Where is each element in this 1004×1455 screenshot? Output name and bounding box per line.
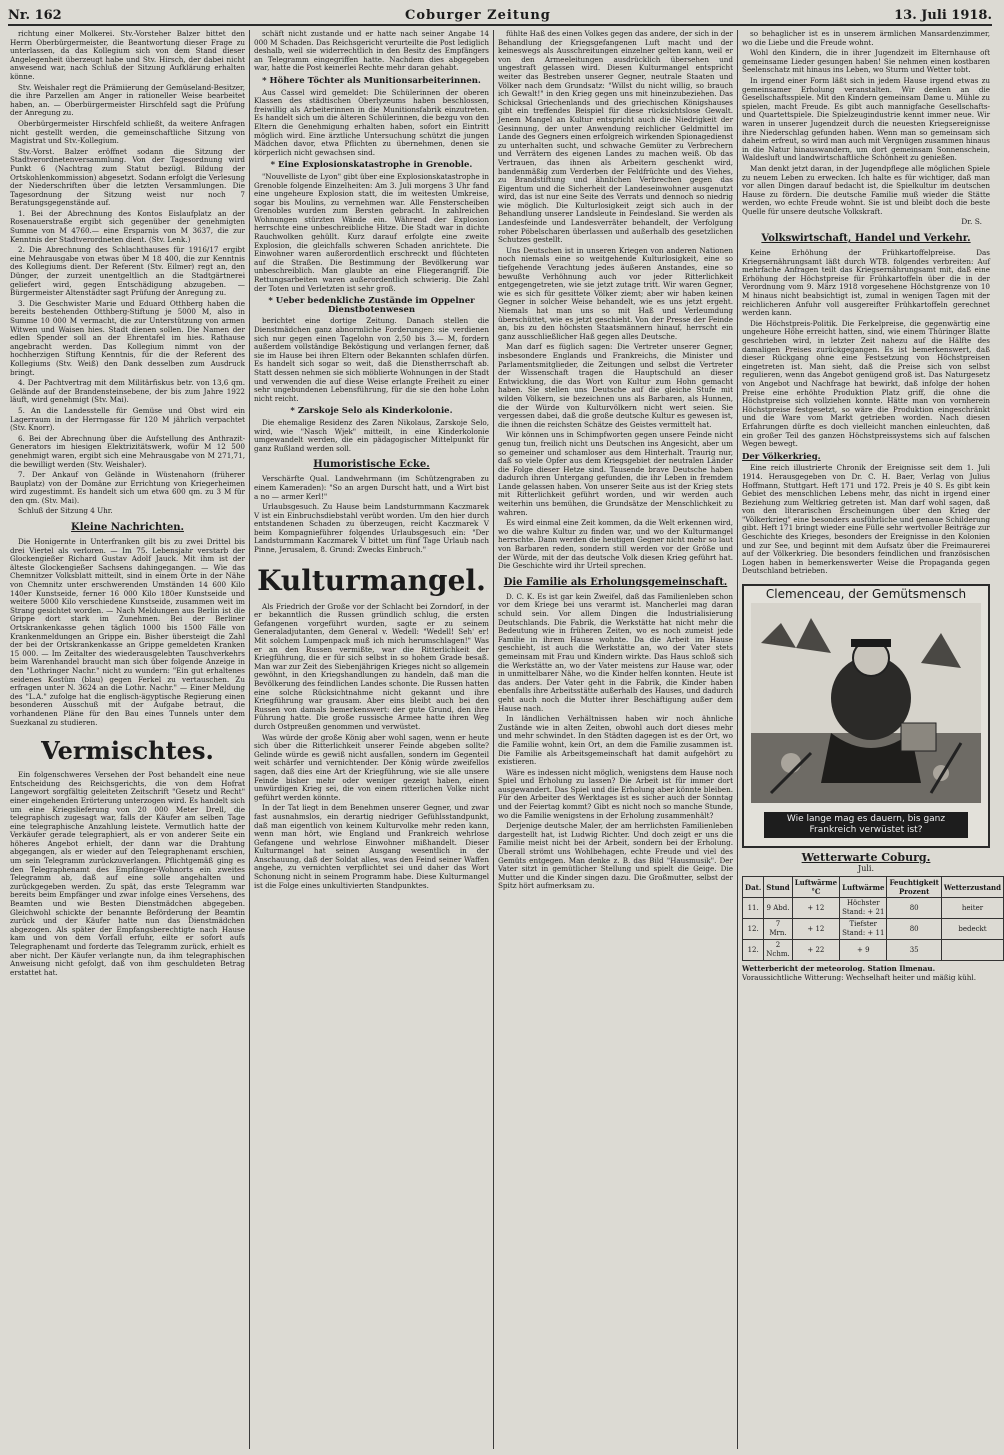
column-divider (249, 30, 250, 1449)
paragraph: so behaglicher ist es in unserem ärmlichen Mansardenzimmer, wo die Liebe und die Freude wohnt. (742, 29, 990, 47)
column-3 (498, 30, 733, 1449)
weather-column-header: Wetterzustand (941, 877, 1003, 898)
paragraph: Die ehemalige Residenz des Zaren Nikolaus, Zarskoje Selo, wird, wie "Nasch Wjek" mitteilt, in eine Kinderkolonie umgewandelt werden, die ein pädagogischer Mittelpunkt für ganz Rußland werden soll. (254, 417, 489, 453)
oppelner-heading: * Ueber bedenkliche Zustände im Oppelner Dienstbotenwesen (268, 296, 475, 315)
paragraph: 1. Bei der Abrechnung des Kontos Eislaufplatz an der Rosenauerstraße ergibt sich gegenüber der genehmigten Summe von M 4760.— eine Ersparnis von M 3637, die zur Kenntnis der Stadtverordneten dient. (Stv. Lenk.) (10, 208, 245, 244)
paragraph: Wohl den Kindern, die in ihrer Jugendzeit im Elternhause oft gemeinsame Lieder gesungen haben! Sie nehmen einen kostbaren Seelenschatz mit hinaus ins Leben, wo Sturm und Wetter tobt. (742, 48, 990, 75)
explosion-heading: * Eine Explosionskatastrophe in Grenoble. (270, 160, 473, 171)
newspaper-title: Coburger Zeitung (405, 7, 551, 23)
table-row (743, 940, 1004, 961)
paragraph: Derjenige deutsche Maler, der am herrlichsten Familienleben dargestellt hat, ist Ludwig Richter. Und doch zeigt er uns die Familie meist nicht bei der Arbeit, sondern bei der Erholung. Überall strömt uns Wohlbehagen, echte Freude und viel des Gemüts entgegen. Man denke z. B. das Bild "Hausmusik". Der Vater sitzt in gemütlicher Stellung und spielt die Geige. Die Mutter und die Kinder singen dazu. Die Großmutter, selbst der Spitz hört aufmerksam zu. (498, 821, 733, 891)
post-article (254, 30, 489, 73)
column-1 (10, 30, 245, 1449)
masthead (8, 6, 992, 26)
table-cell: + 9 (840, 940, 887, 961)
familie-body (498, 593, 733, 891)
weather-column-header: Luftwärme (840, 877, 887, 898)
weather-month: Juli. (857, 863, 875, 873)
cartoon-illustration-icon (751, 603, 981, 803)
paragraph: Als Friedrich der Große vor der Schlacht bei Zorndorf, in der er bekanntlich die Russen gründlich schlug, die ersten Gefangenen vorgeführt wurden, sagte er zu seinem Generaladjutanten, dem General v. Wedell: "Wedell! Seh' er! Mit solchem Lumpenpack muß ich mich herumschlagen!" Was er an den Russen vermißte, war die Ritterlichkeit der Kriegführung, die er für sich selbst in so hohem Grade besaß. Man war zur Zeit des Siebenjährigen Krieges nicht so allgemein gewöhnt, in den Kriegshandlungen zu handeln, daß man die Bevölkerung des feindlichen Landes schonte. Die Russen hatten eine solche Rücksichtnahme nicht gekannt und ihre Kriegführung war grausam. Aber eins bleibt auch bei den Russen von damals bemerkenswert: der gute Grund, den ihre Führung hatte. Die große russische Armee hatte ihren Weg durch Ostpreußen genommen und verwüstet. (254, 601, 489, 731)
hoehere-toechter-heading: * Höhere Töchter als Munitionsarbeiterinnen. (262, 75, 481, 86)
paragraph: 5. An die Landesstelle für Gemüse und Obst wird ein Lagerraum in der Herrngasse für 120 M jährlich verpachtet (Stv. Knorr). (10, 405, 245, 433)
issue-date: 13. Juli 1918. (894, 7, 992, 23)
column-2 (254, 30, 489, 1449)
column-4 (742, 29, 1002, 1449)
paragraph: Die Höchstpreis-Politik. Die Ferkelpreise, die gegenwärtig eine ungeheure Höhe erreicht hatten, sind, wie einem Thüringer Blatte geschrieben wird, in letzter Zeit nahezu auf die Hälfte des damaligen Preises zurückgegangen. Es ist bemerkenswert, daß dieser Rückgang ohne eine Festsetzung von Höchstpreisen eingetreten ist. Man sieht, daß die Preise sich von selbst regulieren, wenn das Angebot genügend groß ist. Das Naturgesetz von Angebot und Nachfrage hat bewirkt, daß infolge der hohen Preise eine erhöhte Produktion Platz griff, die ohne die Höchstpreise sich vollziehen konnte. Hätte man von vornherein Höchstpreise festgesetzt, so wäre die Produktion eingeschränkt und die Ware vom Markt getrieben worden. Nach diesen Erfahrungen dürfte es doch vielleicht manchen einleuchten, daß ein großer Teil des ganzen Höchstpreissystems sich auf falschen Wegen bewegt. (742, 318, 990, 449)
weather-table-header (743, 877, 1004, 898)
paragraph: Man darf es füglich sagen: Die Vertreter unserer Gegner, insbesondere Englands und Frankreichs, die Minister und Parlamentsmitglieder, die Zeitungen und selbst die Vertreter der Wissenschaft tragen die Hauptschuld an dieser Entwicklung, die das Wort von Kultur zum Hohn gemacht haben. Sie stellen uns Deutsche auf die gleiche Stufe mit wilden Völkern, sie bezeichnen uns als Barbaren, als Hunnen, die der Würde von Kulturvölkern nicht wert seien. Sie vergessen dabei, daß die große deutsche Kultur es gewesen ist, die ihnen die reichsten Schätze des Geistes vermittelt hat. (498, 342, 733, 429)
familie-heading: Die Familie als Erholungsgemeinschaft. (503, 576, 728, 588)
zarskoje-heading: * Zarskoje Selo als Kinderkolonie. (290, 406, 453, 417)
paragraph: In ländlichen Verhältnissen haben wir noch ähnliche Zustände wie in alten Zeiten, obwohl auch dort dieses mehr und mehr schwindet. In den Städten dagegen ist es der Ort, wo die Familie wohnt, kein Ort, an dem die Familie zusammen ist. Die Familie als Arbeitsgemeinschaft hat damit aufgehört zu existieren. (498, 714, 733, 767)
table-cell: heiter (941, 898, 1003, 919)
paragraph: Die Honigernte in Unterfranken gilt bis zu zwei Drittel bis drei Viertel als verloren. — Im 75. Lebensjahr verstarb der Glockengießer Richard Gustav Adolf Jauck. Mit ihm ist der älteste Glockengießer Sachsens dahingegangen. — Wie das Chemnitzer Volksblatt mitteilt, sind in einem Orte in der Nähe von Chemnitz unter erschwerenden Umständen 14 600 Kilo 140er Kunstseide, ferner 16 000 Kilo 180er Kunstseide und weitere 5000 Kilo verschiedene Kunstseide, zusammen weit im Strang gesichtet worden. — Nach Meldungen aus Berlin ist die Grippe dort stark im Zunehmen. Bei der Berliner Ortskrankenkasse gehen täglich 1000 bis 1500 Fälle von Krankenmeldungen an Grippe ein. Bisher übersteigt die Zahl der bei der Ortskrankenkasse an Grippe gemeldeten Kranken 15 000. — Im Zeitalter des wiederausgelebten Tauschverkehrs beim Warenhandel braucht man sich über folgende Anzeige in den "Lothringer Nachr." nicht zu wundern: "Ein gut erhaltenes seidenes Kostüm (blau) gegen Ferkel zu vertauschen. Zu erfragen unter N. 3624 an die Lothr. Nachr." — Einer Meldung des "L.A." zufolge hat die englisch-ägyptische Regierung einen besonderen Ausschuß mit der Aufgabe betraut, die vorhandenen Pläne für den Bau eines Tunnels unter dem Suezkanal zu studieren. (10, 537, 245, 727)
paragraph: Ein folgenschweres Versehen der Post behandelt eine neue Entscheidung des Reichsgerichts, die von dem Hofrat Langewort sorgfältig geleiteten Zeitschrift "Gesetz und Recht" einer eingehenden Erörterung unterzogen wird. Es handelt sich um eine Kriegslieferung von 20 000 Meter Drell, die telegraphisch zugesagt war, falls der Käufer am selben Tage eine telegraphische Anzahlung leistete. Vermutlich hatte der Verkäufer gerade telegraphiert, als er von anderer Seite ein höheres Angebot erhielt, der dann war die Drahtung abgegangen, als er wieder auf den Telegraphenamt erschien, um sein Telegramm zurückzuverlangen. Pflichtgemäß ging es den Telegraphenamt des Empfänger-Wohnorts ein zweites Telegramm ab, daß auf eine solle angehalten und zurückgegeben werden. Zu spät, das erste Telegramm war bereits beim Empfänger und zwar infolge eines Versehens, des Beamten und wie Besten Dienstmädchen abgegeben. Gleichwohl schickte der benannte Beförderung der Beamtin zurück und der Käufer hatte nun das Dienstmädchen abgezogen. Als später der Empfangsberechtigte nach Hause kam und von dem Vorfall erfuhr, eilte er sofort aufs Telegraphenamt und forderte das Telegramm zurück, erhielt es aber nicht. Der Käufer verlangte nun, da ihm telegraphischen Anweisung nicht gefolgt, daß von ihm geschuldeten Betrag erstattet hat. (10, 770, 245, 977)
paragraph: Verschärfte Qual. Landwehrmann (im Schützengraben zu einem Kameraden): "So an argen Durscht hatt, und a Wirt bist a no — armer Kerl!" (254, 474, 489, 501)
paragraph: richtung einer Molkerei. Stv.-Vorsteher Balzer bittet den Herrn Oberbürgermeister, die Beantwortung dieser Frage zu unterlassen, da das Kollegium sich von dem Stand dieser Angelegenheit überzeugt habe und Stv. Hirsch, der dabei nicht anwesend war, nach Schluß der Sitzung Aufklärung erhalten könne. (10, 29, 245, 81)
table-cell: 9 Abd. (764, 898, 792, 919)
paragraph: 7. Der Ankauf von Gelände in Wüstenahorn (früherer Bauplatz) von der Domäne zur Errichtung von Kriegerheimen wird zugestimmt. Es handelt sich um etwa 600 qm. zu 3 M für den qm. (Stv. Mai). (10, 470, 245, 505)
table-cell: 12. (743, 940, 764, 961)
hoehere-toechter-body (254, 89, 489, 158)
paragraph: berichtet eine dortige Zeitung. Danach stellen die Dienstmädchen ganz abnormliche Forderungen: sie verdienen sich nur gegen einen Tagelohn von 2,50 bis 3.— M, fordern außerdem vollständige Beköstigung und verlangen ferner, daß sie im Hause bei ihren Eltern oder Bekannten schlafen dürfen. Es handelt sich sogar so weit, daß die Dienstherrschaft ab. Statt dessen nehmen sie sich möblierte Wohnungen in der Stadt und verwenden die auf diese Weise erlangte Freiheit zu einer sehr ungebundenen Lebensführung, für die sie den hohe Lohn nicht reicht. (254, 316, 489, 403)
weather-column-header: Stund (764, 877, 792, 898)
zarskoje-body (254, 419, 489, 453)
cartoon-clemenceau (742, 584, 990, 848)
table-cell: bedeckt (941, 919, 1003, 940)
paragraph: 6. Bei der Abrechnung über die Aufstellung des Anthrazit-Generators im hiesigen Elektrizitätswerk, wofür M 12 500 genehmigt waren, ergibt sich eine Mehrausgabe von M 271,71, die bewilligt werden (Stv. Weishaler). (10, 433, 245, 469)
cartoon-title: Clemenceau, der Gemütsmensch (765, 587, 967, 602)
paragraph: fühlte Haß des einen Volkes gegen das andere, der sich in der Behandlung der Kriegsgefangenen Luft macht und der keineswegs als Ausschreitungen einzelner gelten kann, weil er von den Armeeleitungen ausdrücklich übersehen und ungestraft gelassen wird. Diesen Kulturmangel entspricht weiter das Bestreben unserer Gegner, neutrale Staaten und Völker nach dem Grundsatz: "Willst du nicht willig, so brauch ich Gewalt!" in den Krieg gegen uns mit hineinzubeziehen. Das Schicksal Griechenlands und des griechischen Königshauses gibt ein treffendes Beispiel für diese rücksichtslose Gewalt. Jenem Mangel an Kultur entspricht auch die Niedrigkeit der Gesinnung, der unter Anwendung reichlicher Geldmittel im Lande des Gegners einen erfolgreich wirkenden Spionagedienst zu unterhalten sucht, und schwache Gemüter zu Verbrechern und Verrätern des eigenen Landes zu machen weiß. Ob das Vertrauen, das ihnen als Arbeitern geschenkt wird, bandenmäßig zum Verderben der Feldfrüchte und des Viehes, zu Brandstiftung und ähnlichen Verbrechen gegen das Eigentum und die Sicherheit der Landeseinwohner ausgenutzt wird, das ist nur eine Seite des Verrats und dennoch so niedrig wie möglich. Die Kulturlosigkeit zeigt sich auch in der Behandlung unserer Landsleute in Feindesland. Sie werden als Landesfeinde und Landesverräter behandelt, der Verfolgung roher Pöbelscharen überlassen und außerhalb des gesetzlichen Schutzes gestellt. (498, 29, 733, 245)
weather-column-header: Dat. (743, 877, 764, 898)
paragraph: Es wird einmal eine Zeit kommen, da die Welt erkennen wird, wo die wahre Kultur zu finden war, und wo der Kulturmangel herrschte. Dann werden die heutigen Gegner nicht mehr so laut von Barbaren reden, sondern still werden vor der Größe und der Würde, mit der das deutsche Volk diesen Krieg geführt hat. Die Geschichte wird ihr Urteil sprechen. (498, 518, 733, 571)
table-row (743, 919, 1004, 940)
volkswirtschaft-heading: Volkswirtschaft, Handel und Verkehr. (761, 233, 971, 245)
table-cell: 7 Mrn. (764, 919, 792, 940)
paragraph: 2. Die Abrechnung des Schlachthauses für 1916/17 ergibt eine Mehrausgabe von etwas über M 18 400, die zur Kenntnis des Kollegiums dient. Der Referent (Stv. Eilmer) regt an, den Dünger, der zurzeit unentgeltlich an die Stadtgärtnerei geliefert wird, gegen Entschädigung abzugeben. — Bürgermeister Altenstädter sagt Prüfung der Anregung zu. (10, 245, 245, 298)
weather-column-header: Feuchtigkeit Prozent (887, 877, 941, 898)
paragraph: Eine reich illustrierte Chronik der Ereignisse seit dem 1. Juli 1914. Herausgegeben von Dr. C. H. Baer, Verlag von Julius Hoffmann, Stuttgart. Heft 171 und 172. Preis je 40 S. Es gibt kein Gebiet des menschlichen Lebens mehr, das nicht in irgend einer Beziehung zum Weltkrieg getreten ist. Man darf wohl sagen, daß von den literarischen Erscheinungen über den Krieg der "Völkerkrieg" eine besonders ausführliche und genaue Schilderung gibt. Heft 171 bringt wieder eine Fülle sehr wertvoller Beiträge zur Geschichte des Krieges, besonders der Ereignisse in den Kolonien und zur See, und beginnt mit dem Aufsatz über die Freimaurerei auf der Völkerkrieg. Die besonders feindlichen und französischen Logen haben in bemerkenswerter Weise die Propaganda gegen Deutschland betrieben. (742, 463, 990, 576)
paragraph: Keine Erhöhung der Frühkartoffelpreise. Das Kriegsernährungsamt läßt durch WTB. folgendes verbreiten: Auf mehrfache Anfragen teilt das Kriegsernährungsamt mit, daß eine Erhöhung der Höchstpreise für Frühkartoffeln über die in der Verordnung vom 9. März 1918 vorgesehene Höchstgrenze von 10 M hinaus nicht beabsichtigt ist, zumal in wenigen Tagen mit der reichlicheren Anfuhr voll ausgereifter Frühkartoffeln gerechnet werden kann. (742, 248, 990, 318)
familie-continued (742, 30, 990, 216)
voelkerkrieg-heading: Der Völkerkrieg. (742, 451, 821, 462)
table-cell: 2 Nchm. (764, 940, 792, 961)
table-cell: Höchster Stand: + 21 (840, 898, 887, 919)
table-cell (941, 940, 1003, 961)
kulturmangel-continued (498, 30, 733, 571)
humor-body (254, 475, 489, 554)
author-signature: Dr. S. (961, 217, 982, 227)
table-row (743, 898, 1004, 919)
weather-footer-text: Voraussichtliche Witterung: Wechselhaft heiter und mäßig kühl. (742, 972, 976, 982)
table-cell: 11. (743, 898, 764, 919)
paragraph: Was würde der große König aber wohl sagen, wenn er heute sich über die Ritterlichkeit unserer Feinde abgeben sollte? Gelinde würde es gewiß nicht ausfallen, sondern im Gegenteil weit schärfer und vernichtender. Der König würde zweifellos sagen, daß dies eine Art der Kriegführung, wie sie alle unsere Feinde bisher mehr oder weniger gezeigt haben, einen unwürdigen Krieg sei, die von einem ritterlichen Volke nicht geführt werden könnte. (254, 732, 489, 802)
paragraph: In irgend einer Form läßt sich in jedem Hause irgend etwas zu gemeinsamer Erholung veranstalten. Wir denken an die Gesellschaftsspiele. Mit den Kindern gemeinsam Dame u. Mühle zu spielen, macht Freude. Es gibt auch mannigfache Gesellschafts- und Quartettspiele. Die Spielzeugindustrie kennt immer neue. Wir waren in unserer Jugendzeit durch die neuesten Kriegsereignisse ihre Niederschlag gefunden haben. Wenn man so gemeinsam sich daheim erfreut, so wird man auch mit Vergnügen zusammen hinaus in die Natur hinauswandern, um dort gemeinsam Sonnenschein, Waldesluft und landwirtschaftliche Schönheit zu genießen. (742, 75, 990, 163)
table-cell: 35 (887, 940, 941, 961)
paragraph: Aus Cassel wird gemeldet: Die Schülerinnen der oberen Klassen des städtischen Oberlyzeums haben beschlossen, freiwillig als Arbeiterinnen in die Munitionsfabrik einzutreten. Es handelt sich um die älteren Schülerinnen, die bezgu von den Eltern die Genehmigung erhalten haben, sofort ein Eintritt möglich wird. Eine ärztliche Untersuchung schützt die jungen Mädchen davor, etwa Pflichten zu übernehmen, denen sie körperlich nicht gewachsen sind. (254, 87, 489, 157)
paragraph: Stv. Weishaler regt die Prämiierung der Gemüseland-Besitzer, die ihre Parzellen am Anger in rationeller Weise bearbeitet haben, an. — Oberbürgermeister Hirschfeld sagt die Prüfung der Anregung zu. (10, 82, 245, 118)
vermischtes-body (10, 771, 245, 977)
paragraph: Wäre es indessen nicht möglich, wenigstens dem Hause noch Spiel und Erholung zu lassen? Die Arbeit ist für immer dort ausgewandert. Das Spiel und die Erholung aber könnte bleiben. Für den Arbeiter des Werktages ist es sicher auch der Sonntag und der Feiertag kommt? Gibt es nicht noch so manche Stunde, wo die Familie wenigstens in der Erholung zusammenhält? (498, 767, 733, 820)
weather-title: Wetterwarte Coburg. (801, 851, 931, 865)
cartoon-caption: Wie lange mag es dauern, bis ganz Frankreich verwüstet ist? (764, 812, 968, 838)
paragraph: Uns Deutschen ist in unseren Kriegen von anderen Nationen noch niemals eine so weitgehende Kulturlosigkeit, eine so tiefgehende Verachtung jedes äußeren Anstandes, eine so bewußte Verhöhnung auch vor jeder Ritterlichkeit entgegengetreten, wie sie jetzt zutage tritt. Wir waren Gegner, wie es sich für gesittete Völker ziemt; aber wir haben keinen Gegner in solcher Weise behandelt, wie es uns jetzt ergeht. Niemals hat man uns so mit Haß und Verleumdung überschüttet, wie es jetzt geschieht. Von der Presse der Feinde an, bis zu den höchsten Staatsmännern hinauf, herrscht ein ganz ausschließlicher Haß gegen alles Deutsche. (498, 245, 733, 341)
paragraph: 3. Die Geschwister Marie und Eduard Otthberg haben die bereits bestehenden Otthberg-Stiftung je 5000 M, also in Summe 10 000 M vermacht, die zur Unterstützung von armen Witwen und Waisen hies. Stadt dienen sollen. Die Namen der edlen Spender soll an der Ehrentafel im hies. Rathause angebracht werden. Das Kollegium nimmt von der hochherzigen Stiftung Kenntnis, für die der Referent des Kollegiums (Stv. Weiß) den Dank desselben zum Ausdruck bringt. (10, 298, 245, 377)
weather-table-body (743, 898, 1004, 961)
vermischtes-heading: Vermischtes. (41, 736, 214, 766)
table-cell: + 12 (792, 919, 839, 940)
paragraph: 4. Der Pachtvertrag mit dem Militärfiskus betr. von 13,6 qm. Gelände auf der Brandensteinsebene, der bis zum Jahre 1922 läuft, wird genehmigt (Stv. Mai). (10, 378, 245, 405)
humor-heading: Humoristische Ecke. (313, 459, 430, 471)
paragraph: schäft nicht zustande und er hatte nach seiner Angabe 14 000 M Schaden. Das Reichsgericht verurteilte die Post lediglich deshalb, weil sie widerrechtlich in den Besitz des Empfängers an Telegramm eingegriffen hatte. Nachdem dies abgegeben war, hatte die Post keinerlei Rechte mehr daran gehabt. (254, 29, 489, 73)
paragraph: "Nouvelliste de Lyon" gibt über eine Explosionskatastrophe in Grenoble folgende Einzelheiten: Am 3. Juli morgens 3 Uhr fand eine ungeheure Explosion statt, die im weitesten Umkreise, sogar bis Moulins, zu vernehmen war. Alle Fensterscheiben Grenobles wurden zum Bersten gebracht. In zahlreichen Wohnungen stürzten Wände ein. Während der Explosion herrschte eine unbeschreibliche Hitze. Die Stadt war in dichte Rauchwolken gehüllt. Kurz darauf erfolgte eine zweite Explosion, die gleichfalls schweren Schaden anrichtete. Die Einwohner waren außerordentlich erschreckt und flüchteten auf die Straßen. Die Bestimmung der Bevölkerung war unbeschreiblich. Man glaubte an eine Fliegerangriff. Die Rettungsarbeiten waren außerordentlich schwierig. Die Zahl der Toten und Verletzten ist sehr groß. (254, 171, 489, 293)
paragraph: Urlaubsgesuch. Zu Hause beim Landsturmmann Kaczmarek V ist ein Einbruchsdiebstahl verübt worden. Um den hier durch entstandenen Schaden zu überzeugen, reicht Kaczmarek V beim Kompagnieführer folgendes Urlaubsgesuch ein: "Der Landsturmmann Kaczmarek V bittet um fünf Tage Urlaub nach Pinne, Jerusalem, 8. Grund: Zwecks Einbruch." (254, 502, 489, 555)
paragraph: Oberbürgermeister Hirschfeld schließt, da weitere Anfragen nicht gestellt werden, die gemeinschaftliche Sitzung von Magistrat und Stv.-Kollegium. (10, 118, 245, 146)
paragraph: Stv.-Vorst. Balzer eröffnet sodann die Sitzung der Stadtverordnetenversammlung. Von der Tagesordnung wird Punkt 6 (Nachtrag zum Statut bezügl. Bildung der Ortskohlenkommission) abgesetzt. Sodann erfolgt die Verlesung der Niederschriften über die letzten Versammlungen. Die Tagesordnung der Sitzung weist nur noch 7 Beratungsgegenstände auf. (10, 146, 245, 208)
table-cell: + 22 (792, 940, 839, 961)
column-divider (737, 30, 738, 1449)
voelkerkrieg-body (742, 464, 990, 576)
paragraph: In der Tat liegt in dem Benehmen unserer Gegner, und zwar fast ausnahmslos, ein derartig niedriger Gefühlsstandpunkt, daß man eigentlich von keinem Kulturvolke mehr reden kann, wenn man hört, wie England und Frankreich wehrlose Gefangene und wehrlose Einwohner mißhandelt. Dieser Kulturmangel hat seinen Ausgang wesentlich in der Anschauung, daß der Soldat alles, was den Feind seiner Waffen angehe, zu vernichten verpflichtet sei und daher das Wort Schonung nicht in seinem Programm habe. Diese Kulturmangel ist die Folge eines unkultivierten Standpunktes. (254, 803, 489, 890)
council-report (10, 30, 245, 516)
oppelner-body (254, 317, 489, 403)
table-cell: + 12 (792, 898, 839, 919)
table-cell: 80 (887, 919, 941, 940)
paragraph: Schluß der Sitzung 4 Uhr. (18, 506, 113, 516)
issue-number: Nr. 162 (8, 7, 62, 23)
weather-box (742, 851, 1002, 982)
paragraph: Wir können uns in Schimpfworten gegen unsere Feinde nicht genug tun, freilich nicht uns Deutschen ins Angesicht, aber um so gemeiner und schamloser aus dem Hinterhalt. Traurig nur, daß so viele Opfer aus dem Kriegsgebiet der neutralen Länder die Folge dieser Hetze sind. Tausende brave Deutsche haben dadurch ihren Untergang gefunden, die ihr Leben in fremdem Lande gelassen haben. Von unserer Seite aus ist der Krieg stets mit Ritterlichkeit geführt worden, und wir werden auch weiterhin uns bemühen, die Grundsätze der Menschlichkeit zu wahren. (498, 430, 733, 517)
paragraph: D. C. K. Es ist gar kein Zweifel, daß das Familienleben schon vor dem Kriege bei uns verarmt ist. Mancherlei mag daran schuld sein. Vor allem Dingen die Industrialisierung Deutschlands. Die Fabrik, die Werkstätte hat nicht mehr die Bedeutung wie in früheren Zeiten, wo es noch zumeist jede Familie in ihrem Hause wohnte. Da die Arbeit im Hause geschieht, ist auch die Werkstätte an, wo der Vater stets gemeinsam mit Frau und Kindern wirkte. Das Haus schloß sich die Werkstätte an, wo der Vater meistens zur Hause war, oder in unmittelbarer Nähe, wo die Kinder helfen konnten. Heute ist das anders. Der Vater geht in die Fabrik, die Kinder haben ebenfalls ihre Arbeitsstätte außerhalb des Hauses, und dadurch geht auch noch die Mutter ihrer Beschäftigung außer dem Hause nach. (498, 591, 733, 713)
weather-footer (742, 965, 990, 982)
column-divider (493, 30, 494, 1449)
weather-footer-heading: Wetterbericht der meteorolog. Station Ilmenau. (742, 964, 936, 974)
paragraph: Man denkt jetzt daran, in der Jugendpflege alle möglichen Spiele zu neuem Leben zu erwecken. Ich halte es für wichtiger, daß man vor allen Dingen darauf bedacht ist, die Spielkultur im deutschen Hause zu fördern. Die deutsche Familie muß wieder die Stätte werden, wo echte Freude wohnt. Sie ist und bleibt doch die beste Quelle für unsere deutsche Volkskraft. (742, 163, 990, 216)
volkswirtschaft-body (742, 249, 990, 449)
weather-table (742, 876, 1004, 961)
table-cell: Tiefster Stand: + 11 (840, 919, 887, 940)
weather-column-header: Luftwärme °C (792, 877, 839, 898)
kulturmangel-body (254, 603, 489, 891)
kulturmangel-heading: Kulturmangel. (257, 563, 486, 597)
kleine-nachrichten-body (10, 538, 245, 727)
table-cell: 80 (887, 898, 941, 919)
explosion-body (254, 173, 489, 293)
table-cell: 12. (743, 919, 764, 940)
kleine-nachrichten-heading: Kleine Nachrichten. (71, 522, 184, 534)
